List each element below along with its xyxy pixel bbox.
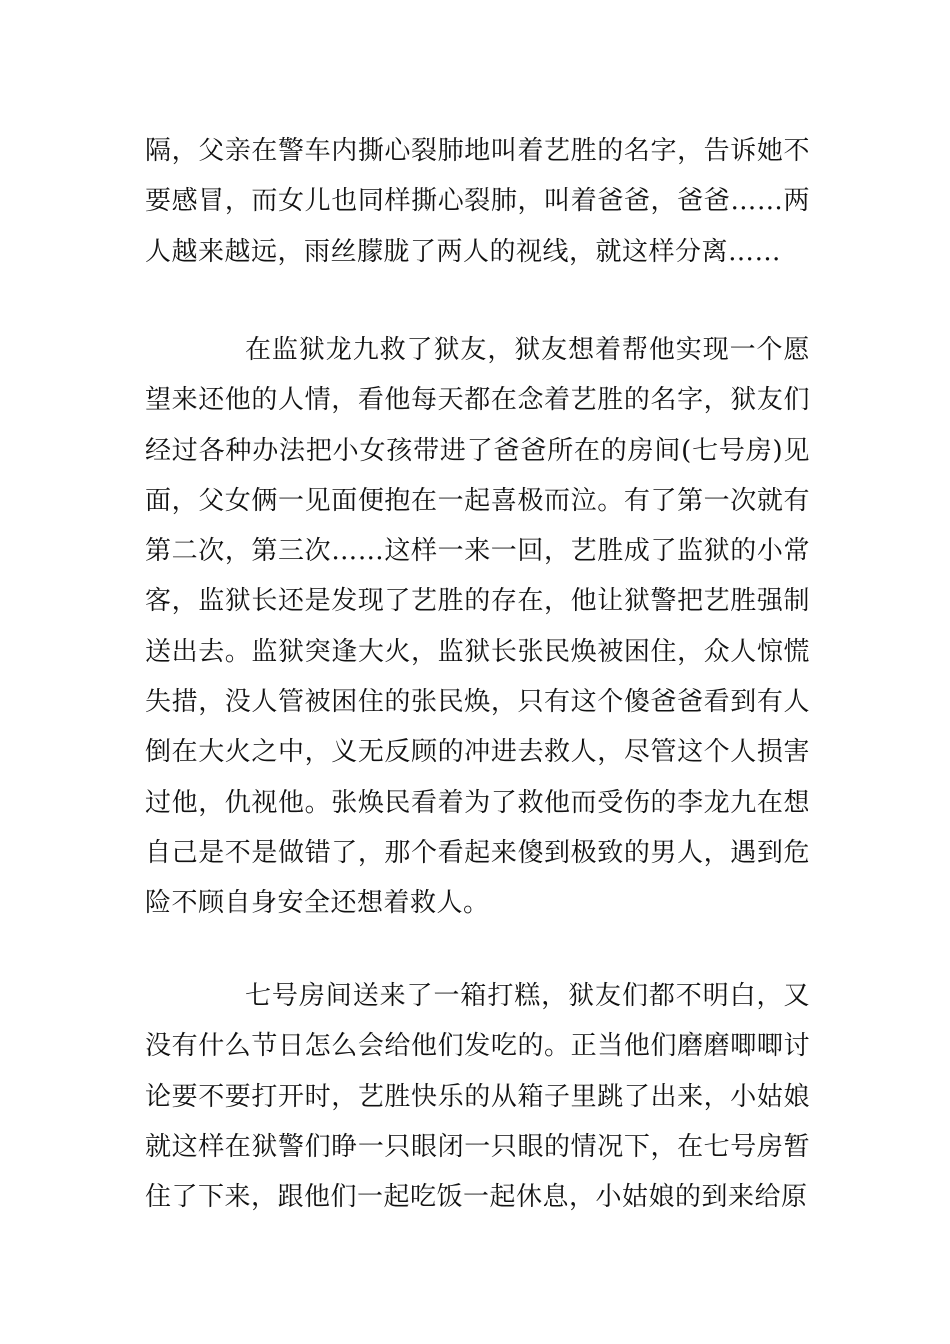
- paragraph-prison-rescue: 在监狱龙九救了狱友，狱友想着帮他实现一个愿望来还他的人情，看他每天都在念着艺胜的名字，狱友们经过各种办法把小女孩带进了爸爸所在的房间(七号房)见面，父女俩一见面便抱在一起喜极而泣。有了第一次就有第二次，第三次……这样一来一回，艺胜成了监狱的小常客，监狱长还是发现了艺胜的存在，他让狱警把艺胜强制送出去。监狱突逢大火，监狱长张民焕被困住，众人惊慌失措，没人管被困住的张民焕，只有这个傻爸爸看到有人倒在大火之中，义无反顾的冲进去救人，尽管这个人损害过他，仇视他。张焕民看着为了救他而受伤的李龙九在想自己是不是做错了，那个看起来傻到极致的男人，遇到危险不顾自身安全还想着救人。: [145, 335, 810, 919]
- paragraph-continuation: 隔，父亲在警车内撕心裂肺地叫着艺胜的名字，告诉她不要感冒，而女儿也同样撕心裂肺，叫着爸爸，爸爸……两人越来越远，雨丝朦胧了两人的视线，就这样分离……: [145, 136, 810, 267]
- paragraph-rice-cake-box: 七号房间送来了一箱打糕，狱友们都不明白，又没有什么节日怎么会给他们发吃的。正当他们磨磨唧唧讨论要不要打开时，艺胜快乐的从箱子里跳了出来，小姑娘就这样在狱警们睁一只眼闭一只眼的情况下，在七号房暂住了下来，跟他们一起吃饭一起休息，小姑娘的到来给原: [145, 981, 810, 1213]
